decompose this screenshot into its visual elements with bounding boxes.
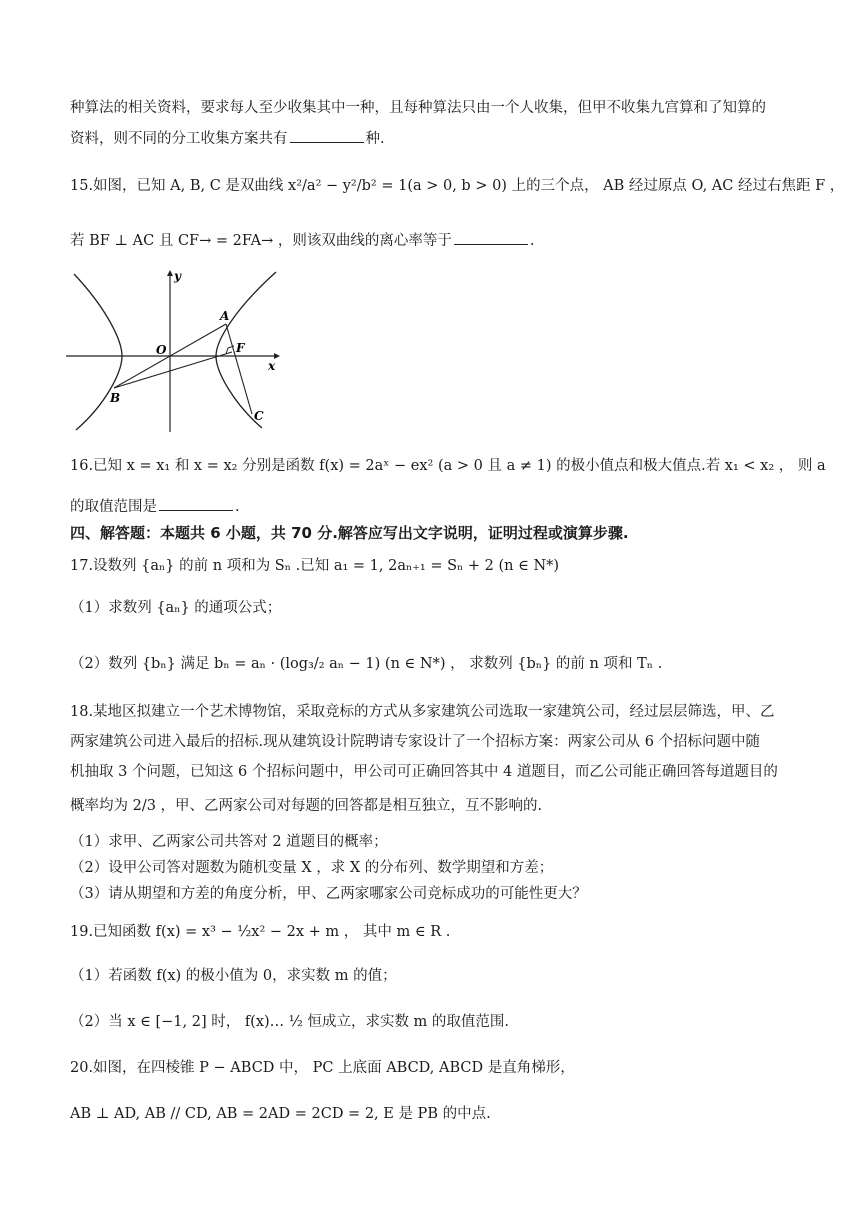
q19-line-1: 19.已知函数 f(x) = x³ − ½x² − 2x + m ， 其中 m ∈ R . [70,924,451,940]
q18-line-2: 两家建筑公司进入最后的招标.现从建筑设计院聘请专家设计了一个招标方案：两家公司从 6 个招标问题中随 [70,734,761,750]
q20-line-1: 20.如图，在四棱锥 P − ABCD 中， PC 上底面 ABCD, ABCD 是直角梯形， [70,1060,575,1076]
q15-line-2 [70,230,535,251]
q18-line-1: 18.某地区拟建立一个艺术博物馆，采取竞标的方式从多家建筑公司选取一家建筑公司，经过层层筛选，甲、乙 [70,704,775,720]
q17-part-2: （2）数列 {bₙ} 满足 bₙ = aₙ · (log₃/₂ aₙ − 1) (n ∈ N*) ， 求数列 {bₙ} 的前 n 项和 Tₙ . [70,656,663,672]
intro-end: 种. [365,131,385,147]
intro-line-2 [70,128,385,149]
q17-line-1: 17.设数列 {aₙ} 的前 n 项和为 Sₙ .已知 a₁ = 1, 2aₙ₊₁ = Sₙ + 2 (n ∈ N*) [70,558,560,574]
q16-text: 的取值范围是 [70,499,157,515]
answer-blank [454,230,528,245]
answer-blank [290,128,364,143]
label-o: O [156,343,167,357]
q18-part-1: （1）求甲、乙两家公司共答对 2 道题目的概率； [70,834,388,850]
q17-part-1: （1）求数列 {aₙ} 的通项公式； [70,600,282,616]
hyperbola-left-branch [74,274,122,430]
q15-text: 若 BF ⊥ AC 且 CF→ = 2FA→ ，则该双曲线的离心率等于 [70,233,452,249]
q18-part-3: （3）请从期望和方差的角度分析，甲、乙两家哪家公司竞标成功的可能性更大？ [70,886,587,902]
q16-line-2 [70,496,240,517]
q16-end: . [235,499,240,515]
hyperbola-figure [66,268,280,432]
q18-line-3: 机抽取 3 个问题，已知这 6 个招标问题中，甲公司可正确回答其中 4 道题目，而乙公司能正确回答每道题目的 [70,764,778,780]
hyperbola-right-branch [216,272,276,428]
q16-line-1: 16.已知 x = x₁ 和 x = x₂ 分别是函数 f(x) = 2aˣ − ex² (a > 0 且 a ≠ 1) 的极小值点和极大值点.若 x₁ < x₂ ， 则 a [70,458,826,474]
label-a: A [220,309,230,323]
q15-end: . [529,233,535,249]
q18-line-4: 概率均为 2/3 ，甲、乙两家公司对每题的回答都是相互独立，互不影响的. [70,798,543,814]
q15-line-1: 15.如图，已知 A, B, C 是双曲线 x²/a² − y²/b² = 1(a > 0, b > 0) 上的三个点， AB 经过原点 O, AC 经过右焦距 F ， [70,178,845,194]
answer-blank [159,496,233,511]
section-heading: 四、解答题：本题共 6 小题，共 70 分.解答应写出文字说明，证明过程或演算步骤. [70,524,629,542]
q19-part-2: （2）当 x ∈ [−1, 2] 时， f(x)… ½ 恒成立，求实数 m 的取值范围. [70,1014,510,1030]
label-x: x [268,359,276,373]
q20-line-2: AB ⊥ AD, AB // CD, AB = 2AD = 2CD = 2, E 是 PB 的中点. [70,1106,491,1122]
label-y: y [174,269,181,283]
q19-part-1: （1）若函数 f(x) 的极小值为 0，求实数 m 的值； [70,968,397,984]
y-axis-arrow [167,270,173,276]
intro-line-1: 种算法的相关资料，要求每人至少收集其中一种，且每种算法只由一个人收集，但甲不收集九宫算和了知算的 [70,100,766,116]
line-bf [114,352,232,388]
label-c: C [254,409,264,423]
label-b: B [110,391,121,405]
q18-part-2: （2）设甲公司答对题数为随机变量 X ，求 X 的分布列、数学期望和方差； [70,860,554,876]
line-ac [226,324,252,414]
intro-text: 资料，则不同的分工收集方案共有 [70,131,288,147]
label-f: F [236,341,245,355]
